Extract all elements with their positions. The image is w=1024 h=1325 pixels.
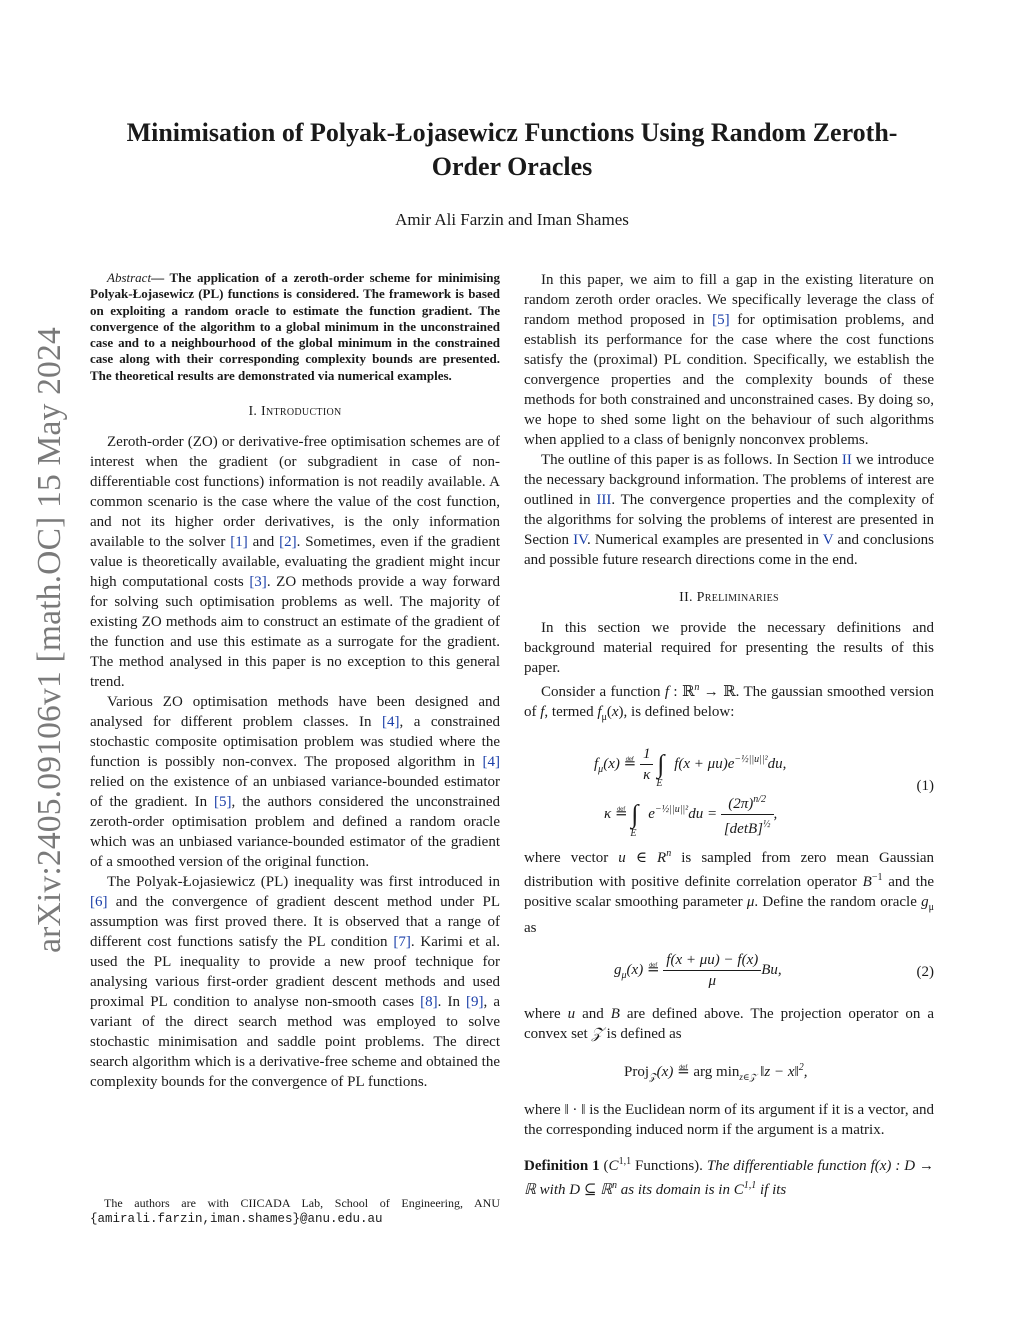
right-paragraph-1: In this paper, we aim to fill a gap in the existing literature on random zeroth order oracles. We specifically leverage the class of random method proposed in [5] for optimisation problems, and establish its performance for the case where the cost functions satisfy the (proximal) PL condition. Specifically, we establish the convergence properties and the complexity bounds of these methods for both constrained and unconstrained cases. By doing so, we hope to shed some light on the behaviour of such algorithms when applied to a class of benignly nonconvex problems.: [524, 272, 934, 448]
citation-link[interactable]: [5]: [214, 794, 232, 811]
citation-link[interactable]: [5]: [712, 312, 730, 328]
prelim-paragraph-2: Consider a function f : ℝ$^n$ → ℝ. The gaussian smoothed version of f, termed $f_\mu(x)$, is defined below:: [524, 682, 934, 723]
citation-link[interactable]: [2]: [279, 534, 297, 551]
intro-paragraph-2: Various ZO optimisation methods have been designed and analysed for different problem classes. In [4], a constrained stochastic composite optimisation problem was studied where the function is possibly non-convex. The proposed algorithm in [4] relied on the existence of an unbiased variance-bounded estimator of the gradient. In [5], the authors considered the unconstrained zeroth-order optimisation problem and defined a random oracle which was an unbiased variance-bounded estimator of the gradient of a smoothed version of the original function.: [90, 694, 501, 871]
footnote-emails: {amirali.farzin,iman.shames}@anu.edu.au: [90, 1212, 383, 1226]
paper-title: Minimisation of Polyak-Łojasewicz Functions Using Random Zeroth-Order Oracles: [126, 118, 898, 181]
equation-number: (1): [916, 778, 934, 794]
citation-link[interactable]: [4]: [482, 754, 500, 771]
section-heading-preliminaries: II. Preliminaries: [679, 590, 779, 605]
abstract: [90, 270, 500, 384]
citation-link[interactable]: [9]: [466, 994, 484, 1011]
citation-link[interactable]: [6]: [90, 894, 108, 911]
paper-authors: Amir Ali Farzin and Iman Shames: [395, 210, 629, 229]
footnote: The authors are with CIICADA Lab, School of Engineering, ANU {amirali.farzin,iman.shames}@anu.edu.au: [90, 1196, 500, 1226]
prelim-paragraph-3: where vector u ∈ $R^n$ is sampled from zero mean Gaussian distribution with positive definite correlation operator $B^{-1}$ and the positive scalar smoothing parameter μ. Define the random oracle $g_\mu$ as: [524, 848, 935, 936]
arxiv-identifier: arXiv:2405.09106v1 [math.OC] 15 May 2024: [31, 327, 68, 953]
equation-number: (2): [916, 964, 934, 980]
left-column: [90, 270, 500, 1092]
intro-paragraph-3: The Polyak-Łojasiewicz (PL) inequality was first introduced in [6] and the convergence of gradient descent method under PL assumption was first proved there. It is observed that a range of different cost functions satisfy the PL condition [7]. Karimi et al. used the PL inequality to provide a new proof technique for analysing various first-order gradient descent methods and used proximal PL condition to analyse non-smooth cases [8]. In [9], a variant of the direct search method was employed to solve stochastic minimisation and saddle point problems. The direct search algorithm which is a derivative-free scheme and obtained the complexity bounds for the convergence of PL functions.: [90, 874, 501, 1091]
intro-paragraph-1: Zeroth-order (ZO) or derivative-free optimisation schemes are of interest when the gradient (or subgradient in case of non-differentiable cost functions) information is not readily available. A common scenario is the case where the value of the cost function, and not its higher order derivatives, is the only information available to the solver [1] and [2]. Sometimes, even if the gradient value is theoretically available, evaluating the gradient might incur high computational costs [3]. ZO methods provide a way forward for solving such optimisation problems as well. The majority of existing ZO methods aim to construct an estimate of the gradient of the function and use this estimate as a surrogate for the gradient. The method analysed in this paper is no exception to this general trend.: [90, 434, 500, 691]
prelim-paragraph-5: where ‖ · ‖ is the Euclidean norm of its argument if it is a vector, and the corresponding induced norm if the argument is a matrix.: [524, 1102, 935, 1138]
citation-link[interactable]: [4]: [382, 714, 400, 731]
equation-projection: Proj$_𝒵$(x) ≝ arg $\min_{z\in 𝒵}$ ‖z − x‖$^2$,: [624, 1062, 808, 1083]
section-link[interactable]: II: [841, 452, 852, 468]
section-link[interactable]: III: [596, 492, 612, 508]
right-column: [524, 270, 934, 1200]
abstract-text: — The application of a zeroth-order scheme for minimising Polyak-Łojasewicz (PL) functions is considered. The framework is based on exploiting a random oracle to estimate the function gradient. The convergence of the algorithm to a global minimum in the unconstrained case and to a neighbourhood of the global minimum in the constrained case along with their corresponding complexity bounds are presented. The theoretical results are demonstrated via numerical examples.: [90, 270, 500, 383]
right-paragraph-outline: The outline of this paper is as follows. In Section II we introduce the necessary background information. The problems of interest are outlined in III. The convergence properties and the complexity of the algorithms for solving the problems of interest are presented in Section IV. Numerical examples are presented in V and conclusions and possible future research directions come in the end.: [524, 452, 935, 568]
definition-1: Definition 1 ($C^{1,1}$ Functions). The differentiable function f(x) : D → ℝ with D ⊆ ℝ$^n$ as its domain is in C$^{1,1}$ if its: [524, 1156, 935, 1198]
citation-link[interactable]: [7]: [393, 934, 411, 951]
prelim-paragraph-1: In this section we provide the necessary definitions and background material required for presenting the results of this paper.: [524, 620, 934, 676]
section-heading-introduction: I. Introduction: [248, 404, 342, 420]
citation-link[interactable]: [3]: [249, 574, 267, 591]
equation-1: $f_\mu(x)$ ≝ $\frac{1}{\kappa}$ $\int_E$ $f(x + \mu u)e^{-\frac{1}{2}||u||^2}du$, κ ≝ $\int_E$ $e^{-\frac{1}{2}||u||^2}du$ = $\frac{(2\pi)^{n/2}}{[\det B]^{\frac{1}{2}}}$ , (1): [594, 746, 934, 839]
abstract-label: Abstract: [107, 270, 152, 285]
section-link[interactable]: IV: [573, 532, 588, 548]
prelim-paragraph-4: where u and B are defined above. The projection operator on a convex set 𝒵 is defined as: [524, 1006, 934, 1042]
citation-link[interactable]: [8]: [420, 994, 438, 1011]
citation-link[interactable]: [1]: [230, 534, 248, 551]
section-link[interactable]: V: [822, 532, 834, 548]
equation-2: $g_\mu(x)$ ≝ $\frac{f(x + \mu u) - f(x)}{\mu}$ Bu, (2): [614, 952, 934, 989]
